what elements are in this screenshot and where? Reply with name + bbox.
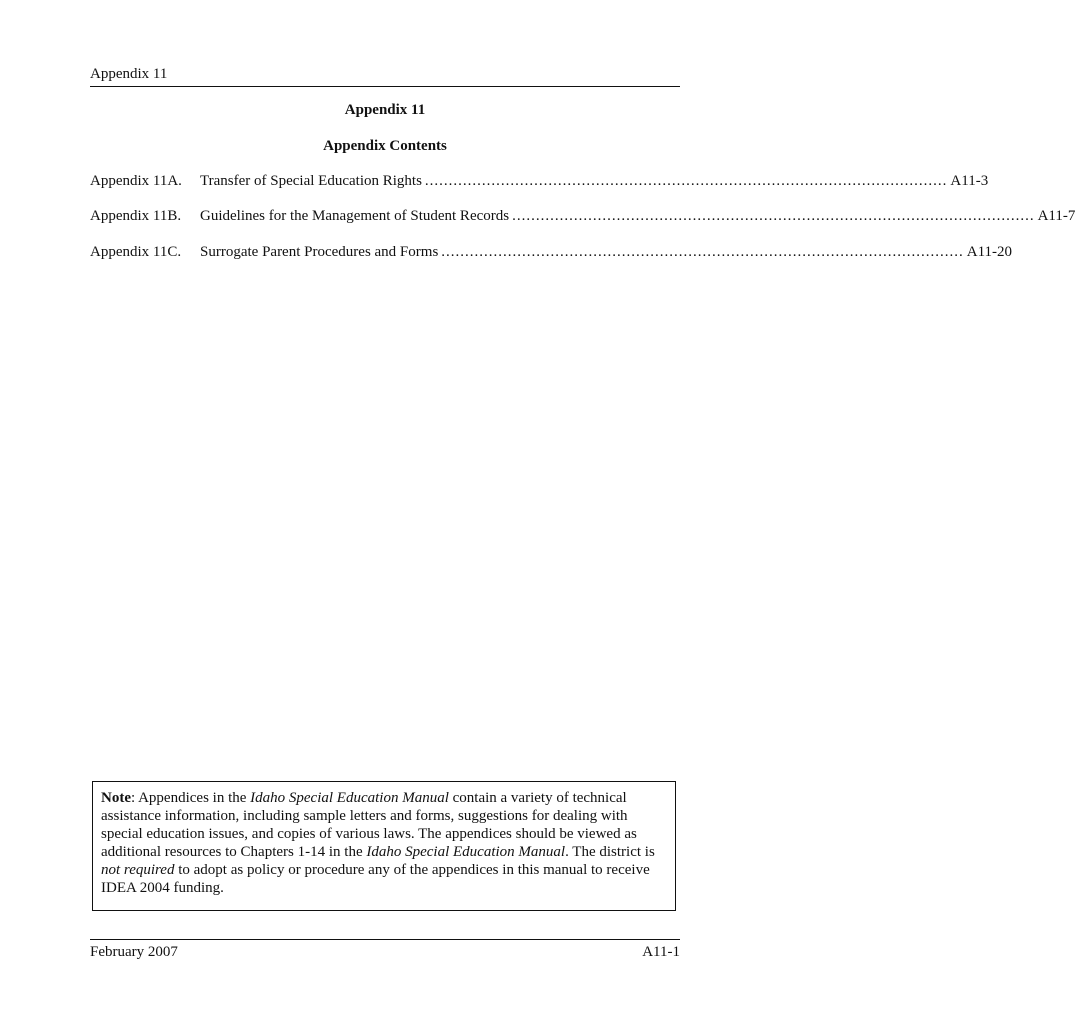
toc-entry-page: A11-20 — [966, 244, 1013, 260]
manual-title: Idaho Special Education Manual — [366, 844, 566, 860]
contents-heading: Appendix Contents — [323, 138, 447, 154]
not-required-emphasis: not required — [101, 862, 175, 878]
running-header-title: Appendix 11 — [90, 66, 168, 82]
footer-date: February 2007 — [90, 944, 178, 960]
toc-entry-code: Appendix 11A. — [90, 173, 182, 189]
toc-entry[interactable] — [90, 243, 1013, 261]
page-title: Appendix 11 — [344, 102, 426, 118]
note-box — [92, 781, 676, 911]
toc-entry[interactable] — [90, 207, 1075, 225]
footer-page-number: A11-1 — [642, 944, 680, 960]
toc-dot-leader: .............................................................................................................. — [512, 208, 1035, 224]
toc-entry-page: A11-7 — [1037, 208, 1075, 224]
toc-dot-leader: .............................................................................................................. — [441, 244, 964, 260]
toc-entry-page: A11-3 — [950, 173, 989, 189]
toc-entry[interactable] — [90, 172, 989, 190]
running-header — [90, 66, 680, 87]
toc-entry-label: Guidelines for the Management of Student Records — [200, 208, 510, 224]
toc-entry-label: Surrogate Parent Procedures and Forms — [200, 244, 439, 260]
toc-dot-leader: .............................................................................................................. — [424, 173, 948, 189]
running-footer — [90, 939, 680, 962]
manual-title: Idaho Special Education Manual — [250, 790, 449, 806]
toc-entry-code: Appendix 11B. — [90, 208, 182, 224]
note-text: Note: Appendices in the Idaho Special Education Manual contain a variety of technical assistance information, including sample letters and forms, suggestions for dealing with special education issues, and copies of various laws. The appendices should be viewed as additional resources to Chapters 1-14 in the Idaho Special Education Manual. The district is not required to adopt as policy or procedure any of the appendices in this manual to receive IDEA 2004 funding. — [101, 790, 655, 896]
toc-entry-code: Appendix 11C. — [90, 244, 182, 260]
note-lead: Note — [101, 790, 131, 806]
toc-entry-label: Transfer of Special Education Rights — [200, 173, 422, 189]
